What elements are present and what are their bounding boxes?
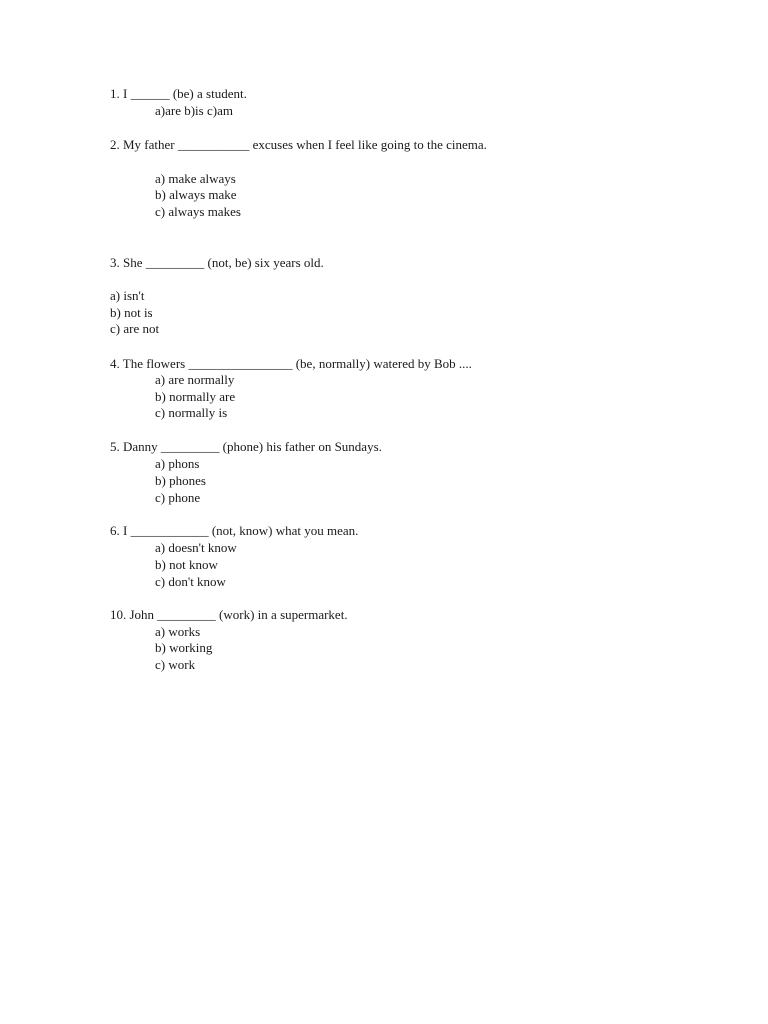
question-2-option-a: a) make always — [155, 171, 236, 186]
question-10-option-a: a) works — [155, 624, 201, 639]
question-6-option-a: a) doesn't know — [155, 540, 237, 555]
question-3-option-c: c) are not — [110, 321, 160, 336]
question-10-stem: 10. John _________ (work) in a supermarket. — [110, 607, 348, 622]
question-10-option-b: b) working — [155, 640, 213, 655]
question-4-stem: 4. The flowers ________________ (be, normally) watered by Bob .... — [110, 356, 472, 371]
question-4-option-b: b) normally are — [155, 389, 236, 404]
question-2-option-c: c) always makes — [155, 204, 241, 219]
question-1-stem: 1. I ______ (be) a student. — [110, 86, 247, 101]
question-1-options: a)are b)is c)am — [155, 103, 233, 118]
question-6-stem: 6. I ____________ (not, know) what you mean. — [110, 523, 359, 538]
question-5-option-b: b) phones — [155, 473, 206, 488]
question-3-option-a: a) isn't — [110, 288, 145, 303]
question-5-option-c: c) phone — [155, 490, 201, 505]
question-5-stem: 5. Danny _________ (phone) his father on Sundays. — [110, 439, 382, 454]
question-4-option-a: a) are normally — [155, 372, 235, 387]
question-2-option-b: b) always make — [155, 187, 237, 202]
question-3-stem: 3. She _________ (not, be) six years old. — [110, 255, 324, 270]
question-4-option-c: c) normally is — [155, 405, 228, 420]
question-3-option-b: b) not is — [110, 305, 153, 320]
question-5-option-a: a) phons — [155, 456, 200, 471]
question-6-option-c: c) don't know — [155, 574, 226, 589]
question-2-stem: 2. My father ___________ excuses when I feel like going to the cinema. — [110, 137, 487, 152]
question-6-option-b: b) not know — [155, 557, 218, 572]
question-10-option-c: c) work — [155, 657, 196, 672]
